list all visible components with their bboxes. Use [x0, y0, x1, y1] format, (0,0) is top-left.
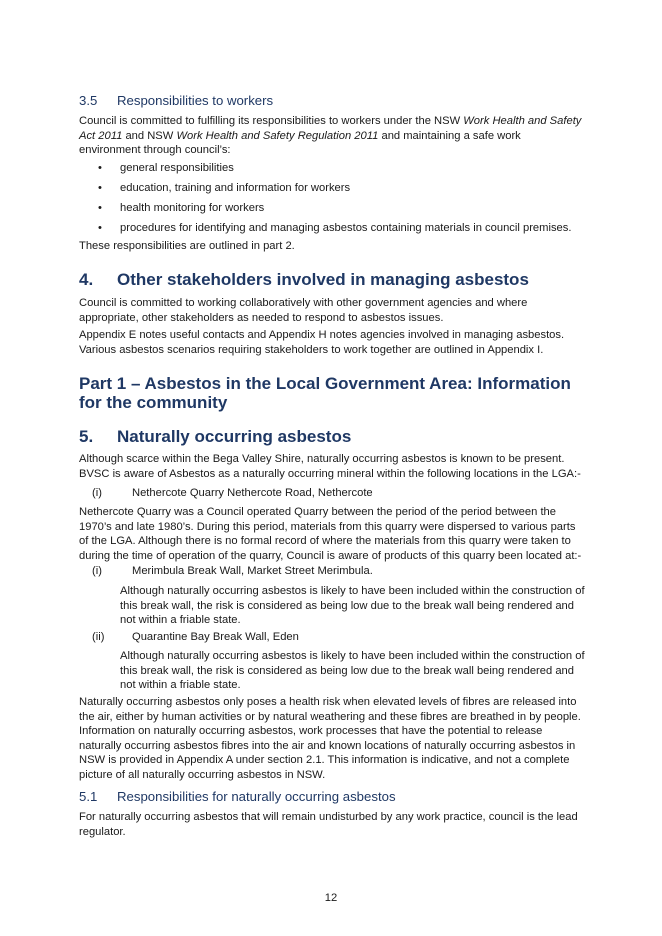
item-text: Quarantine Bay Break Wall, Eden [132, 631, 299, 643]
item-text: Merimbula Break Wall, Market Street Merimbula. [132, 565, 373, 577]
list-item-text: education, training and information for workers [120, 182, 351, 194]
section-5-paragraph-2: Nethercote Quarry was a Council operated Quarry between the period of the period between the 1970’s and late 1980’s. During this period, materials from this quarry were dispersed to various parts of the LGA. Although there is no formal record of where the materials from this quarry were taken to during the time of operation of the quarry, Council is aware of products of this quarry been located at:- [79, 506, 582, 562]
section-3-5-intro [79, 114, 582, 158]
regulation-title: Work Health and Safety Regulation 2011 [176, 129, 379, 142]
section-5-1-heading [79, 789, 396, 804]
list-item-text: health monitoring for workers [120, 202, 265, 214]
section-number: 3.5 [79, 93, 98, 108]
text-run: and NSW [122, 129, 177, 142]
text-run: Council is committed to fulfilling its responsibilities to workers under the NSW [79, 115, 464, 127]
item-number: (ii) [92, 631, 105, 643]
page-number: 12 [324, 892, 338, 904]
section-title: Other stakeholders involved in managing asbestos [117, 270, 529, 289]
bullet-icon: • [98, 202, 102, 214]
text-run: and maintaining a safe work environment through council’s: [79, 129, 521, 157]
section-5-1-paragraph: For naturally occurring asbestos that will remain undisturbed by any work practice, council is the lead regulator. [79, 811, 578, 838]
location-description: Although naturally occurring asbestos is likely to have been included within the construction of this break wall, the risk is considered as being low due to the break wall being rendered and not within a friable state. [120, 585, 585, 627]
section-number: 5.1 [79, 789, 98, 804]
section-5-heading [79, 427, 351, 447]
section-4-paragraph-2: Appendix E notes useful contacts and Appendix H notes agencies involved in managing asbestos. Various asbestos scenarios requiring stakeholders to work together are outlined in Appendix I. [79, 329, 565, 356]
item-text: Nethercote Quarry Nethercote Road, Nethercote [132, 487, 373, 499]
part-1-heading: Part 1 – Asbestos in the Local Government Area: Information for the community [79, 374, 571, 412]
section-4-heading [79, 270, 529, 290]
section-5-paragraph-1: Although scarce within the Bega Valley Shire, naturally occurring asbestos is known to be present. BVSC is aware of Asbestos as a naturally occurring mineral within the following locations in the LGA:- [79, 453, 581, 480]
location-description: Although naturally occurring asbestos is likely to have been included within the construction of this break wall, the risk is considered as being low due to the break wall being rendered and not within a friable state. [120, 650, 585, 692]
list-item-text: general responsibilities [120, 162, 234, 174]
item-number: (i) [92, 565, 102, 577]
list-item [79, 161, 582, 181]
section-3-5-heading [79, 93, 273, 108]
list-item-text: procedures for identifying and managing asbestos containing materials in council premises. [120, 222, 572, 234]
bullet-icon: • [98, 162, 102, 174]
list-item [79, 181, 582, 201]
section-number: 4. [79, 270, 94, 289]
list-item [79, 201, 582, 221]
list-item [79, 221, 582, 241]
responsibilities-list [79, 161, 582, 241]
bullet-icon: • [98, 182, 102, 194]
bullet-icon: • [98, 222, 102, 234]
section-title: Responsibilities to workers [117, 93, 274, 108]
section-4-paragraph-1: Council is committed to working collaboratively with other government agencies and where appropriate, other stakeholders as needed to respond to asbestos issues. [79, 297, 528, 324]
act-title: Work Health and Safety Act 2011 [79, 115, 582, 142]
section-3-5-outro: These responsibilities are outlined in part 2. [79, 240, 295, 252]
section-5-paragraph-3: Naturally occurring asbestos only poses a health risk when elevated levels of fibres are released into the air, either by human activities or by natural weathering and these fibres are breathed in by people. Information on naturally occurring asbestos, work processes that have the potential to release naturally occurring asbestos fibres into the air and known locations of naturally occurring asbestos in NSW is provided in Appendix A under section 2.1. This information is indicative, and not a complete picture of all naturally occurring asbestos in NSW. [79, 696, 581, 781]
item-number: (i) [92, 487, 102, 499]
section-number: 5. [79, 427, 94, 446]
section-title: Responsibilities for naturally occurring asbestos [117, 789, 396, 804]
section-title: Naturally occurring asbestos [117, 427, 352, 446]
